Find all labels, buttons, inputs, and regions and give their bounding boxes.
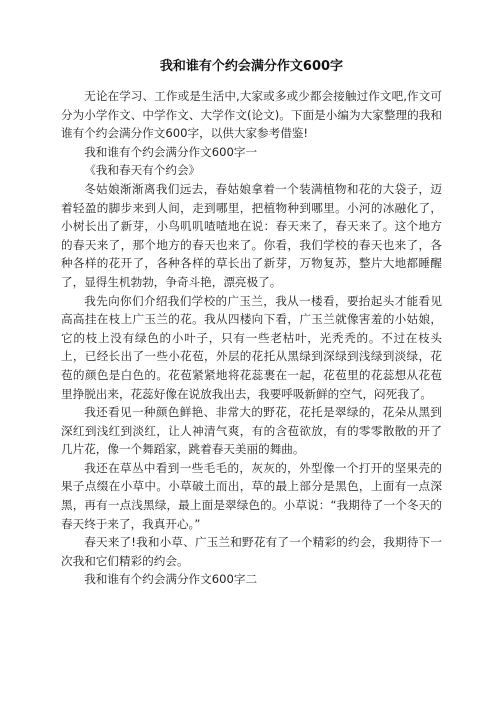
section-heading-one: 我和谁有个约会满分作文600字一 [84,144,258,159]
document-title: 我和谁有个约会满分作文600字 [159,59,344,74]
essay-title: 《我和春天有个约会》 [84,163,201,178]
essay-paragraph: 我还在草丛中看到一些毛毛的，灰灰的，外型像一个打开的坚果壳的果子点缀在小草中。小草破土而出，草的最上部分是黑色，上面有一点深黑，再有一点浅黑绿，最上面是翠绿色的。小草说：“我期待了一个冬天的春天终于来了，我真开心。” [61,460,442,531]
essay-paragraph: 冬姑娘渐渐离我们远去，春姑娘拿着一个装满植物和花的大袋子，迈着轻盈的脚步来到人间，走到哪里，把植物种到哪里。小河的冰融化了，小树长出了新芽，小鸟叽叽喳喳地在说：春天来了，春天来了。这个地方的春天来了，那个地方的春天也来了。你看，我们学校的春天也来了，各种各样的花开了，各种各样的草长出了新芽，万物复苏，整片大地都睡醒了，显得生机勃勃，争奇斗艳，漂亮极了。 [61,181,442,289]
section-heading-two: 我和谁有个约会满分作文600字二 [84,572,258,587]
essay-paragraph: 我还看见一种颜色鲜艳、非常大的野花，花托是翠绿的，花朵从黑到深红到浅红到淡红，让人神清气爽，有的含苞欲放，有的零零散散的开了几片花，像一个舞蹈家，跳着春天美丽的舞曲。 [61,405,442,457]
intro-paragraph: 无论在学习、工作或是生活中,大家或多或少都会接触过作文吧,作文可分为小学作文、中学作文、大学作文(论文)。下面是小编为大家整理的我和谁有个约会满分作文600字，以供大家参考借鉴! [61,89,442,141]
essay-paragraph: 我先向你们介绍我们学校的广玉兰，我从一楼看，要抬起头才能看见高高挂在枝上广玉兰的花。我从四楼向下看，广玉兰就像害羞的小姑娘，它的枝上没有绿色的小叶子，只有一些老枯叶，光秃秃的。不过在枝头上，已经长出了一些小花苞，外层的花托从黑绿到深绿到浅绿到淡绿，花苞的颜色是白色的。花苞紧紧地将花蕊裹在一起，花苞里的花蕊想从花苞里挣脱出来，花蕊好像在说放我出去，我要呼吸新鲜的空气，闷死我了。 [61,293,442,401]
essay-paragraph: 春天来了!我和小草、广玉兰和野花有了一个精彩的约会，我期待下一次我和它们精彩的约会。 [61,535,442,568]
